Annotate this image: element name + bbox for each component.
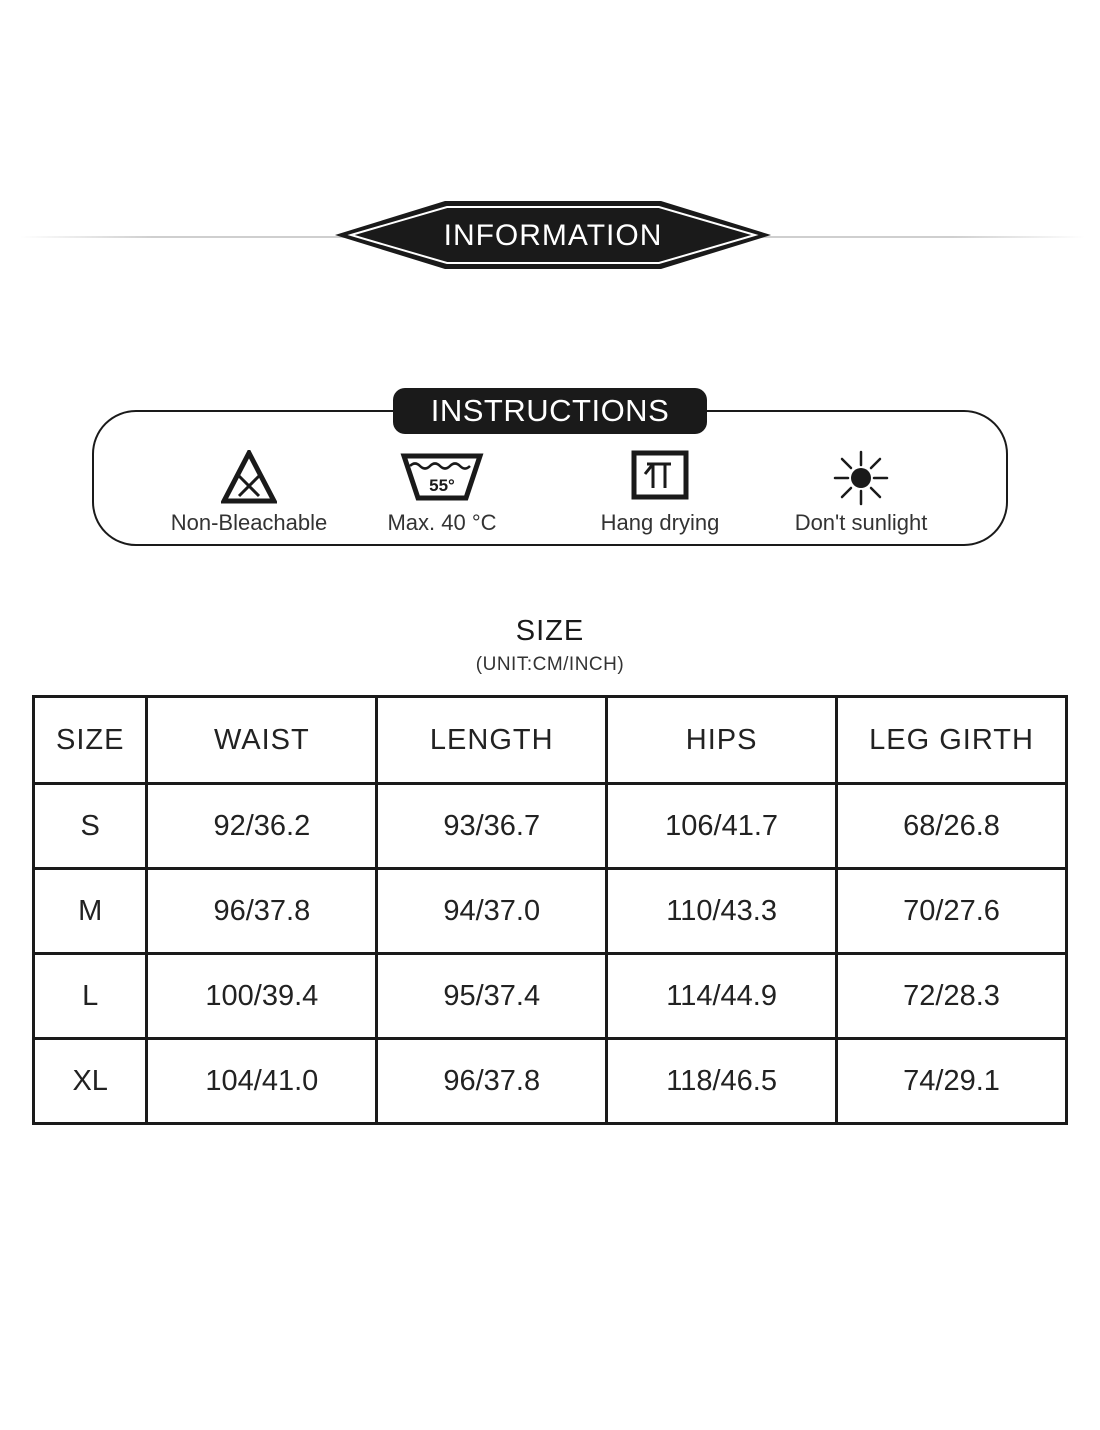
header-waist: WAIST (147, 697, 377, 784)
care-label-hang-drying: Hang drying (600, 510, 720, 535)
care-label-non-bleachable: Non-Bleachable (170, 510, 328, 535)
cell-waist: 100/39.4 (147, 954, 377, 1039)
cell-hips: 110/43.3 (607, 869, 837, 954)
table-row (34, 869, 1067, 954)
wash-tub-icon (400, 450, 484, 504)
table-header-row (34, 697, 1067, 784)
header-length: LENGTH (377, 697, 607, 784)
header-leg-girth: LEG GIRTH (837, 697, 1067, 784)
size-table (32, 695, 1068, 1125)
cell-length: 94/37.0 (377, 869, 607, 954)
cell-leg-girth: 68/26.8 (837, 784, 1067, 869)
table-row (34, 954, 1067, 1039)
cell-size: S (34, 784, 147, 869)
cell-hips: 118/46.5 (607, 1039, 837, 1124)
information-title: INFORMATION (443, 219, 663, 252)
header-size: SIZE (34, 697, 147, 784)
cell-waist: 96/37.8 (147, 869, 377, 954)
size-unit: (UNIT:CM/INCH) (475, 654, 625, 675)
care-item-hang-drying (560, 450, 760, 542)
cell-length: 96/37.8 (377, 1039, 607, 1124)
cell-length: 93/36.7 (377, 784, 607, 869)
care-item-no-sunlight (761, 450, 961, 542)
cell-waist: 104/41.0 (147, 1039, 377, 1124)
cell-length: 95/37.4 (377, 954, 607, 1039)
cell-size: L (34, 954, 147, 1039)
table-row (34, 1039, 1067, 1124)
non-bleach-triangle-icon (221, 450, 277, 504)
information-divider-right (755, 236, 1085, 238)
cell-waist: 92/36.2 (147, 784, 377, 869)
care-item-non-bleachable (149, 450, 349, 542)
sun-icon (833, 450, 889, 506)
cell-leg-girth: 74/29.1 (837, 1039, 1067, 1124)
header-hips: HIPS (607, 697, 837, 784)
care-label-no-sunlight: Don't sunlight (794, 510, 928, 535)
hang-dry-icon (631, 450, 689, 500)
cell-hips: 106/41.7 (607, 784, 837, 869)
size-title: SIZE (515, 615, 585, 647)
instructions-title: INSTRUCTIONS (393, 388, 707, 434)
cell-leg-girth: 72/28.3 (837, 954, 1067, 1039)
care-item-wash (342, 450, 542, 542)
cell-size: XL (34, 1039, 147, 1124)
information-divider-left (20, 236, 350, 238)
cell-leg-girth: 70/27.6 (837, 869, 1067, 954)
wash-temperature-text: 55° (429, 476, 455, 495)
cell-hips: 114/44.9 (607, 954, 837, 1039)
table-row (34, 784, 1067, 869)
cell-size: M (34, 869, 147, 954)
care-label-wash: Max. 40 °C (387, 510, 497, 535)
